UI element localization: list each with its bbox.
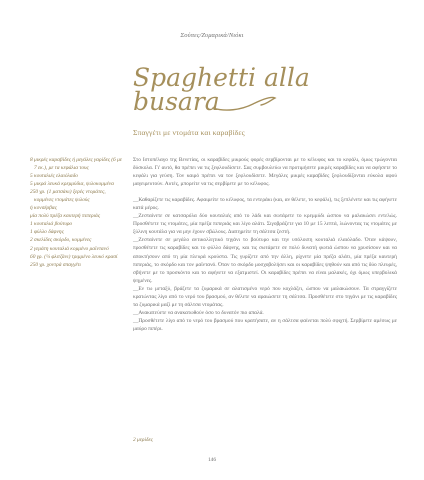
ingredient-item: 1 κουταλιά βούτυρο bbox=[30, 221, 73, 228]
step-paragraph: __Ζεσταίνετε σε μεγάλο αντικολλητικό τηγάνι το βούτυρο και την υπόλοιπη κουταλιά ελαιόλαδο. Όταν κάψουν, προσθέτετε τις καραβίδες και το φύλλο δάφνης, και τις σωτάρετε σε πολύ δυνατή φωτιά ώσπου να χρυσίσουν και να αποκτήσουν από τη μία πλευρά κρούστα. Τις γυρίζετε από την άλλη, ρίχνετε μία πρέζα αλάτι, μία πρέζα καυτερή πιπεριάς, το σκόρδο και τον μαϊντανό. Όταν το σκόρδο μοσχοβολήσει και οι καραβίδες ψηθούν και από τις δύο πλευρές, σβήνετε με το προσκόντο και το αφήνετε να εξατμιστεί. Οι καραβίδες πρέπει να είναι μαλακές, όχι όμως υπερβολικά ψημένες. bbox=[133, 237, 397, 284]
ingredient-item: μία πολύ πρέζα καυτερή πιπεριάς bbox=[30, 213, 101, 220]
ingredient-item: 5 μικρά λευκά κρεμμύδια, ψιλοκομμένα bbox=[30, 181, 114, 188]
step-paragraph: __Εν τω μεταξύ, βράζετε τα ζυμαρικά σε αλατισμένο νερό που κοχλάζει, ώσπου να μαλακώσουν. Τα στραγγίζετε κρατώντας λίγο από το νερό του βρασμού, αν θέλετε να αραιώσετε τη σάλτσα. Προσθέτετε στο τηγάνι με τις καραβίδες τα ζυμαρικά μαζί με τη σάλτσα ντομάτας. bbox=[133, 285, 397, 308]
ingredient-item: 250 γρ. (1 ματσάκι) ξερές ντομάτες, κομμένες ντομάτες ψιλούς bbox=[30, 189, 106, 204]
category-header: Σούπες/Ζυμαρικά/Νιόκι bbox=[180, 32, 244, 39]
recipe-subtitle: Σπαγγέτι με ντομάτα και καραβίδες bbox=[133, 128, 245, 137]
step-paragraph: __Προσθέτετε λίγο από το νερό του βρασμού που κρατήσατε, αν η σάλτσα φαίνεται πολύ σφιχτή. Σερβίρετε αμέσως με μαύρο πιπέρι. bbox=[133, 317, 397, 332]
step-paragraph: __Ανακατεύετε να ανακατωθούν όσο το δυνατόν πιο απαλά. bbox=[133, 309, 264, 316]
ingredient-item: 8 μικρές καραβίδες ή μεγάλες γαρίδες (6 με 7 εκ.), με τα κεφάλια τους bbox=[30, 157, 122, 172]
step-paragraph: __Ζεσταίνετε σε κατσαρόλα δύο κουταλιές από το λάδι και σωτάρετε το κρεμμύδι ώσπου να μαλακώσει εντελώς. Προσθέτετε τις ντομάτες, μία πρέζα πιπεριάς και λίγο αλάτι. Σιγοβράζετε για 10 με 15 λεπτά, λιώνοντας τις ντομάτες με ξύλινη κουτάλα για να μην έχουν σβώλους. Διατηρείτε τη σάλτσα ζεστή. bbox=[133, 213, 397, 236]
recipe-body bbox=[133, 156, 397, 333]
ingredient-item: 250 γρ. χοντρά σπαγγέτι bbox=[30, 261, 81, 268]
step-paragraph: __Καθαρίζετε τις καραβίδες. Αφαιρείτε το κέλυφος, τα εντεράκι (και, αν θέλετε, το κεφάλι), τις ξεπλένετε και τις αφήνετε κατά μέρος. bbox=[133, 197, 397, 212]
ingredient-item: ή κονσέρβας bbox=[30, 205, 57, 212]
ingredient-item: 2 γεμάτη κουταλιά κομμένο μαϊντανό bbox=[30, 245, 109, 252]
intro-paragraph: Στο Ιστοπέλαγο της Βενετίας, οι καραβίδες μικρούς φορές σερβίρονται με το κέλυφος και το κεφάλι, όμως τρώγονται δύσκολα. Γι' αυτό, θα πρέπει να τις ξεφλουδίσετε. Σας συμβουλεύω να προτιμήσετε μικρές καραβίδες και να αφήσετε το κεφάλι για γεύση. Τον καιρό πρέπει να τον ξεφλουδίσετε. Μεγάλες μικρές καραβίδες ξεφλουδίζονται εύκολα αφού μαγειρευτούν. Αυτές, μπορείτε να τις σερβίρετε με το κέλυφος. bbox=[133, 157, 397, 188]
ingredient-item: 5 κουταλιές ελαιόλαδο bbox=[30, 173, 78, 180]
ingredient-item: 2 σκελίδες σκόρδο, κομμένες bbox=[30, 237, 92, 244]
recipe-title-line1: Spaghetti alla bbox=[133, 63, 310, 92]
title-swash-ornament bbox=[211, 92, 277, 114]
recipe-title-line2: busara bbox=[133, 87, 220, 116]
recipe-steps bbox=[133, 196, 397, 333]
ingredients-list bbox=[30, 156, 124, 269]
ingredient-item: 1 φύλλο δάφνης bbox=[30, 229, 64, 236]
ingredient-item: 60 γρ. (¼ φλιτζάνι) τριμμένο λευκό κρασί bbox=[30, 253, 118, 260]
servings-note: 2 μερίδες bbox=[133, 437, 153, 443]
page-number: 146 bbox=[207, 457, 217, 463]
